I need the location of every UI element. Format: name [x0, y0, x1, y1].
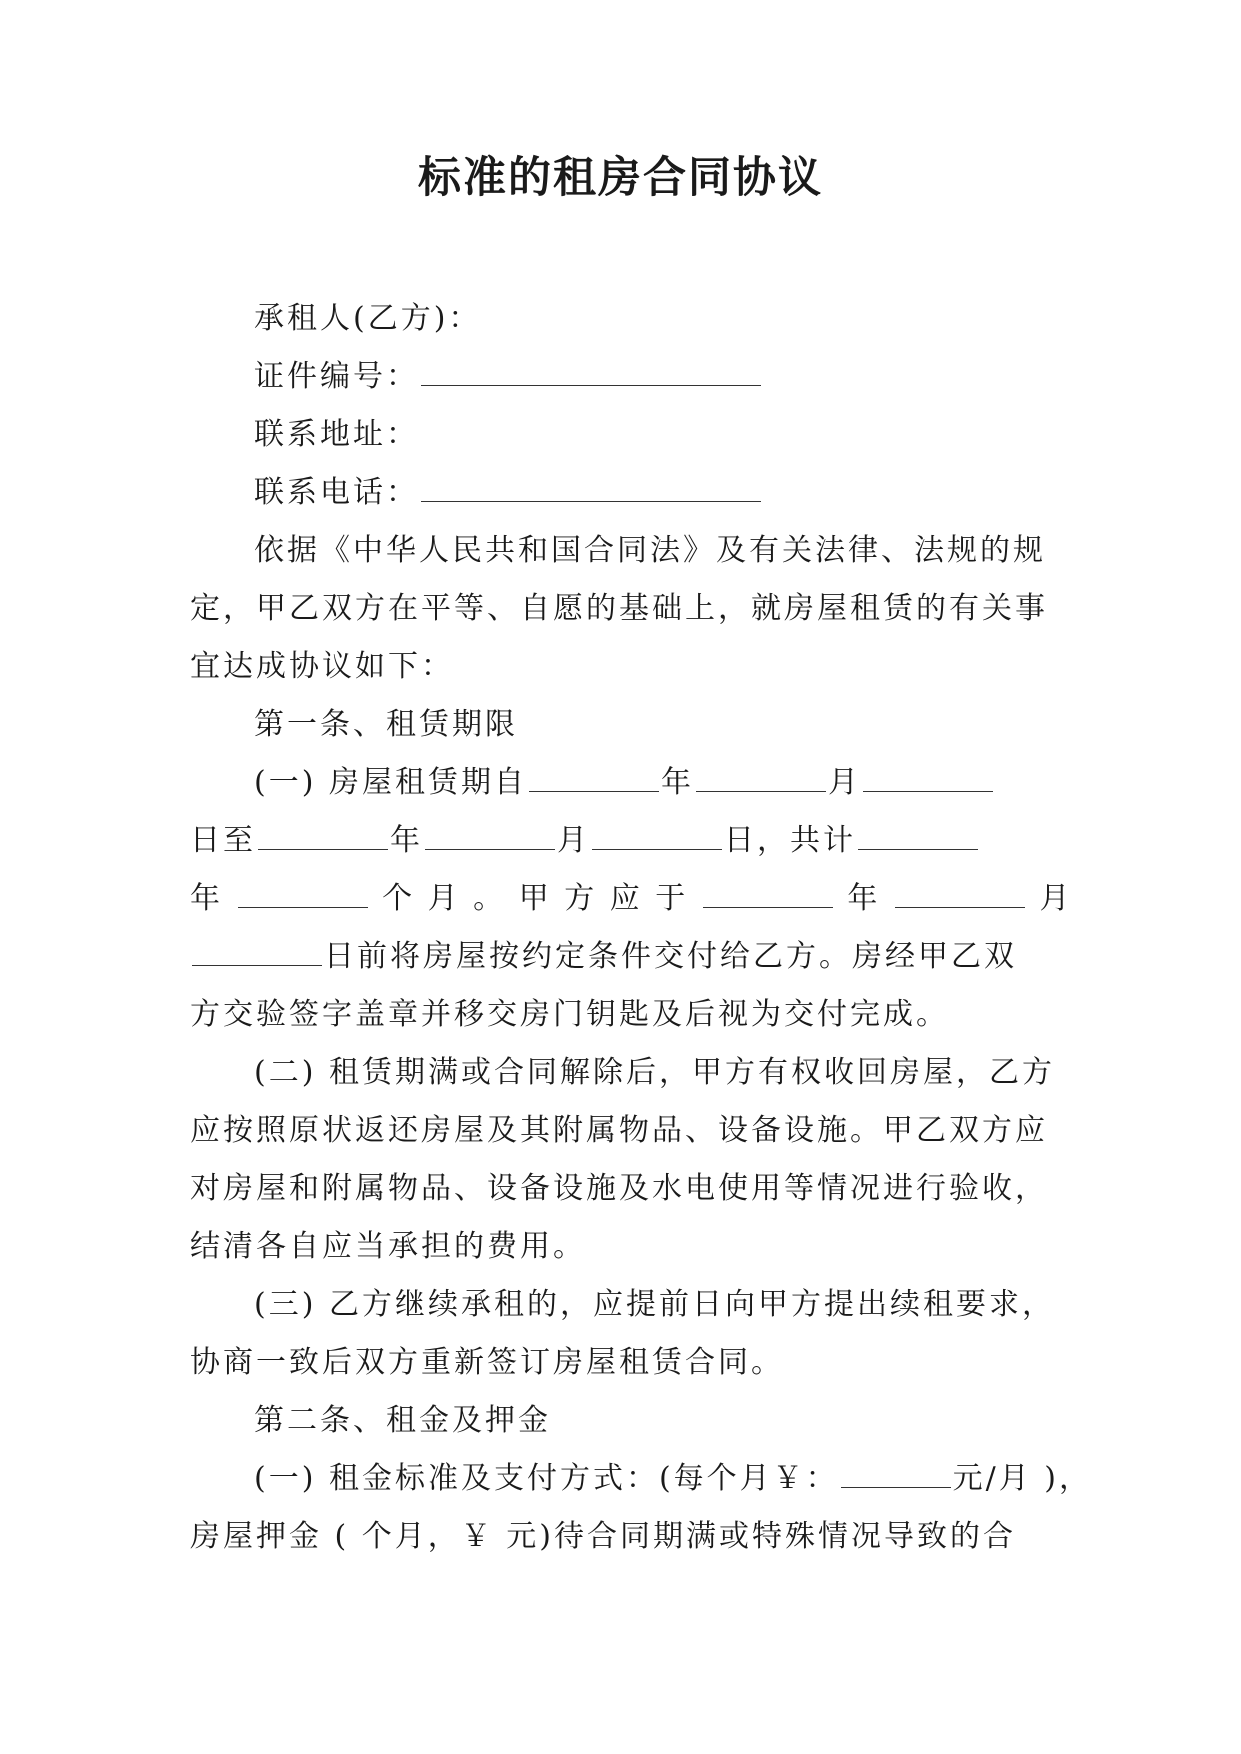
paragraph-line	[190, 754, 1050, 812]
paragraph-line: 宜达成协议如下：	[190, 649, 454, 684]
paragraph-line: 应按照原状返还房屋及其附属物品、设备设施。甲乙双方应	[190, 1113, 1048, 1148]
text-segment: 日至	[190, 823, 256, 858]
tenant-label: 承租人(乙方)：	[254, 301, 482, 336]
text-segment: 年	[847, 881, 881, 916]
text-segment: 元/月 )，	[952, 1461, 1093, 1496]
document-body	[190, 290, 1093, 1566]
paragraph-line: 定，甲乙双方在平等、自愿的基础上，就房屋租赁的有关事	[190, 591, 1048, 626]
id-number-blank	[421, 363, 761, 386]
text-segment: 年	[390, 823, 423, 858]
id-number-label: 证件编号：	[254, 359, 419, 394]
paragraph-line	[190, 870, 1073, 928]
paragraph-line	[190, 1450, 1093, 1508]
id-number-line	[190, 348, 1050, 406]
text-segment: 日，共计	[724, 823, 856, 858]
paragraph-line: (二) 租赁期满或合同解除后，甲方有权收回房屋，乙方	[254, 1055, 1055, 1090]
text-segment: 日前将房屋按约定条件交付给乙方。房经甲乙双	[324, 939, 1017, 974]
address-label: 联系地址：	[254, 417, 419, 452]
blank	[863, 769, 993, 792]
blank	[858, 827, 978, 850]
text-segment: 月	[1039, 881, 1073, 916]
paragraph-line	[190, 812, 1050, 870]
paragraph-line: 结清各自应当承担的费用。	[190, 1229, 586, 1264]
text-segment: (一) 房屋租赁期自	[254, 765, 527, 800]
blank	[238, 885, 368, 908]
blank	[841, 1465, 951, 1488]
blank	[592, 827, 722, 850]
document-title: 标准的租房合同协议	[418, 153, 823, 203]
text-segment: 月	[557, 823, 590, 858]
paragraph-line: 方交验签字盖章并移交房门钥匙及后视为交付完成。	[190, 997, 949, 1032]
paragraph-line: 房屋押金 ( 个月，￥ 元)待合同期满或特殊情况导致的合	[190, 1519, 1017, 1554]
blank	[529, 769, 659, 792]
phone-label: 联系电话：	[254, 475, 419, 510]
paragraph-line: 对房屋和附属物品、设备设施及水电使用等情况进行验收，	[190, 1171, 1048, 1206]
phone-line	[190, 464, 1050, 522]
blank	[258, 827, 388, 850]
blank	[192, 943, 322, 966]
blank	[425, 827, 555, 850]
article-heading: 第二条、租金及押金	[254, 1403, 551, 1438]
paragraph-line	[190, 928, 1050, 986]
paragraph-line: 依据《中华人民共和国合同法》及有关法律、法规的规	[254, 533, 1046, 568]
text-segment: 个 月 。 甲 方 应 于	[382, 881, 689, 916]
text-segment: 年	[660, 765, 694, 800]
paragraph-line: 协商一致后双方重新签订房屋租赁合同。	[190, 1345, 784, 1380]
tenant-line	[190, 290, 1050, 348]
blank	[696, 769, 826, 792]
paragraph-line: (三) 乙方继续承租的，应提前日向甲方提出续租要求，	[254, 1287, 1055, 1322]
address-line	[190, 406, 1050, 464]
text-segment: 年	[190, 881, 223, 916]
text-segment: (一) 租金标准及支付方式：(每个月￥：	[254, 1461, 839, 1496]
blank	[895, 885, 1025, 908]
phone-blank	[421, 479, 761, 502]
text-segment: 月	[827, 765, 861, 800]
blank	[703, 885, 833, 908]
article-heading: 第一条、租赁期限	[254, 707, 518, 742]
